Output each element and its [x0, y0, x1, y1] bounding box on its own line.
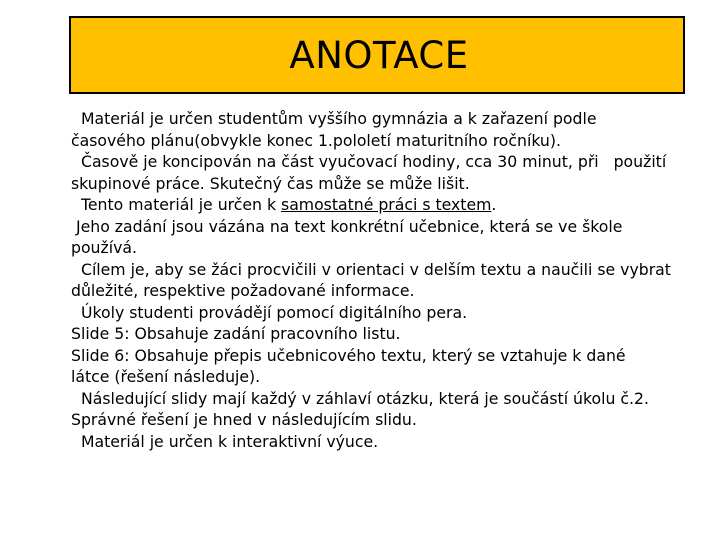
paragraph-line: Cílem je, aby se žáci procvičili v orientaci v delším textu a naučili se vybrat — [80, 259, 671, 279]
paragraph-5 — [71, 259, 691, 302]
paragraph-line: látce (řešení následuje). — [71, 367, 261, 386]
paragraph-indent — [71, 260, 81, 279]
paragraph-line: Úkoly studenti provádějí pomocí digitálního pera. — [80, 302, 468, 322]
paragraph-indent — [71, 152, 81, 171]
paragraph-10 — [71, 431, 691, 453]
paragraph-indent — [71, 389, 81, 408]
paragraph-line: skupinové práce. Skutečný čas může se může lišit. — [71, 173, 470, 193]
paragraph-indent — [71, 109, 81, 128]
paragraph-line: důležité, respektive požadované informace. — [71, 281, 415, 300]
paragraph-line: Správné řešení je hned v následujícím slidu. — [71, 410, 417, 429]
annotation-text — [71, 108, 691, 452]
paragraph-indent — [71, 303, 81, 322]
paragraph-2 — [71, 151, 691, 194]
underlined-phrase: samostatné práci s textem — [281, 195, 492, 214]
paragraph-6 — [71, 302, 691, 324]
paragraph-line: Slide 6: Obsahuje přepis učebnicového textu, který se vztahuje k dané — [71, 345, 626, 365]
slide-title: ANOTACE — [289, 33, 469, 77]
paragraph-line: Materiál je určen studentům vyššího gymnázia a k zařazení podle — [80, 109, 597, 128]
paragraph-line: Materiál je určen k interaktivní výuce. — [80, 431, 379, 451]
paragraph-indent — [71, 195, 81, 214]
paragraph-4 — [71, 216, 691, 259]
paragraph-3 — [71, 194, 691, 216]
paragraph-line: časového plánu(obvykle konec 1.pololetí maturitního ročníku). — [71, 130, 561, 150]
paragraph-9 — [71, 388, 691, 431]
title-box — [69, 16, 685, 94]
paragraph-line: Časově je koncipován na část vyučovací hodiny, cca 30 minut, při použití — [80, 152, 667, 171]
paragraph-line: používá. — [71, 238, 137, 257]
paragraph-text: Tento materiál je určen k — [80, 195, 282, 214]
paragraph-text-end: . — [491, 195, 497, 214]
paragraph-line: Jeho zadání jsou vázána na text konkrétní učebnice, která se ve škole — [76, 216, 623, 236]
paragraph-1 — [71, 108, 691, 151]
paragraph-7 — [71, 323, 691, 345]
paragraph-line: Slide 5: Obsahuje zadání pracovního listu. — [71, 324, 401, 343]
paragraph-8 — [71, 345, 691, 388]
paragraph-line: Následující slidy mají každý v záhlaví otázku, která je součástí úkolu č.2. — [80, 388, 649, 408]
paragraph-indent — [71, 432, 81, 451]
